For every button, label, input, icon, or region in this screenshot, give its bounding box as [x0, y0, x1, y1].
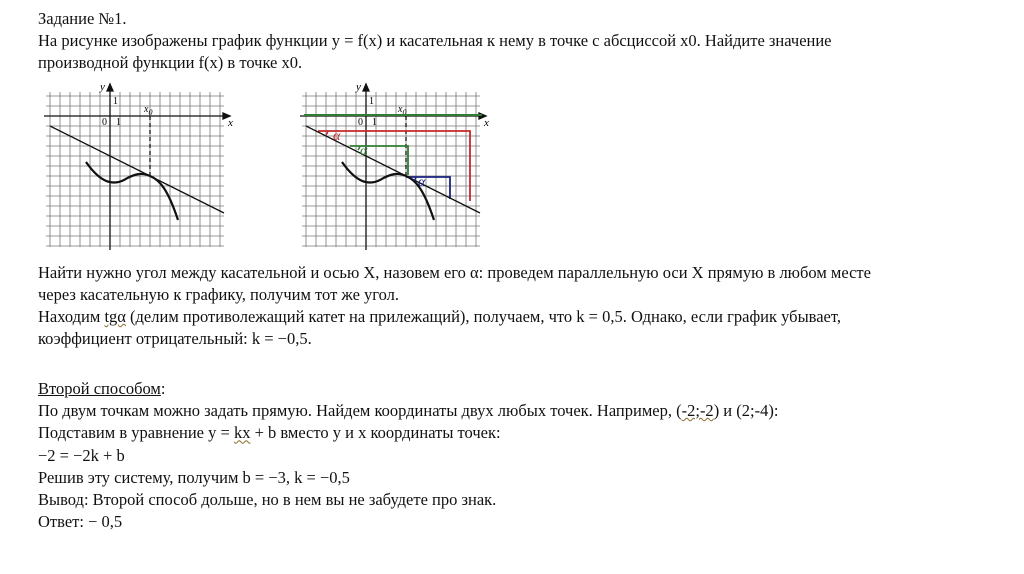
axes	[44, 84, 230, 250]
second-method-heading: Второй способом:	[38, 379, 166, 398]
tg-alpha-term: tgα	[104, 307, 126, 326]
point-coords: -2;-2	[681, 401, 714, 421]
explain-line-1: Найти нужно угол между касательной и осью X, назовем его α: проведем параллельную оси X прямую в любом месте	[38, 263, 871, 282]
tick-label-y-one: 1	[113, 96, 118, 107]
tick-label-x-one: 1	[372, 117, 377, 128]
tick-label-x-one: 1	[116, 117, 121, 128]
second-method	[38, 378, 778, 533]
alpha-label-navy: α	[418, 175, 426, 190]
tick-label-y-one: 1	[369, 96, 374, 107]
explain-line-3: Находим tgα (делим противолежащий катет на прилежащий), получаем, что k = 0,5. Однако, если график убывает,	[38, 307, 841, 326]
origin-label: 0	[102, 117, 107, 128]
origin-label: 0	[358, 117, 363, 128]
explain-line-4: коэффициент отрицательный: k = −0,5.	[38, 329, 312, 348]
alpha-label-red: α	[333, 129, 341, 144]
x-axis-label: x	[228, 117, 233, 129]
second-line-4: Решив эту систему, получим b = −3, k = −0,5	[38, 467, 350, 487]
second-line-1: По двум точкам можно задать прямую. Найдем координаты двух любых точек. Например, (-2;-2) и (2;-4):	[38, 401, 779, 421]
tangent-line	[50, 126, 224, 213]
x0-label: $x_0$	[144, 104, 153, 117]
task-line-1: На рисунке изображены график функции y = f(x) и касательная к нему в точке с абсциссой x0. Найдите значение	[38, 31, 832, 50]
alpha-label-green: α	[360, 144, 368, 159]
axes	[300, 84, 486, 250]
second-line-5: Вывод: Второй способ дольше, но в нем вы не забудете про знак.	[38, 490, 497, 510]
second-line-3: −2 = −2k + b	[38, 445, 125, 465]
y-axis-label: y	[100, 82, 105, 93]
x-axis-label: x	[484, 117, 489, 129]
task-title: Задание №1.	[38, 9, 127, 28]
function-graph-left	[42, 82, 242, 252]
kx-term: kx	[233, 423, 251, 443]
second-line-2: Подставим в уравнение y = kx + b вместо y и x координаты точек:	[38, 423, 501, 443]
task-line-2: производной функции f(x) в точке x0.	[38, 53, 303, 72]
task-statement	[38, 8, 832, 74]
function-graph-right	[298, 82, 498, 252]
explain-line-2: через касательную к графику, получим тот же угол.	[38, 285, 400, 304]
x0-label: $x_0$	[398, 104, 407, 117]
green-triangle	[350, 146, 408, 175]
y-axis-label: y	[356, 82, 361, 93]
grid	[46, 92, 224, 247]
explanation	[38, 262, 871, 350]
answer-line: Ответ: − 0,5	[38, 512, 123, 532]
